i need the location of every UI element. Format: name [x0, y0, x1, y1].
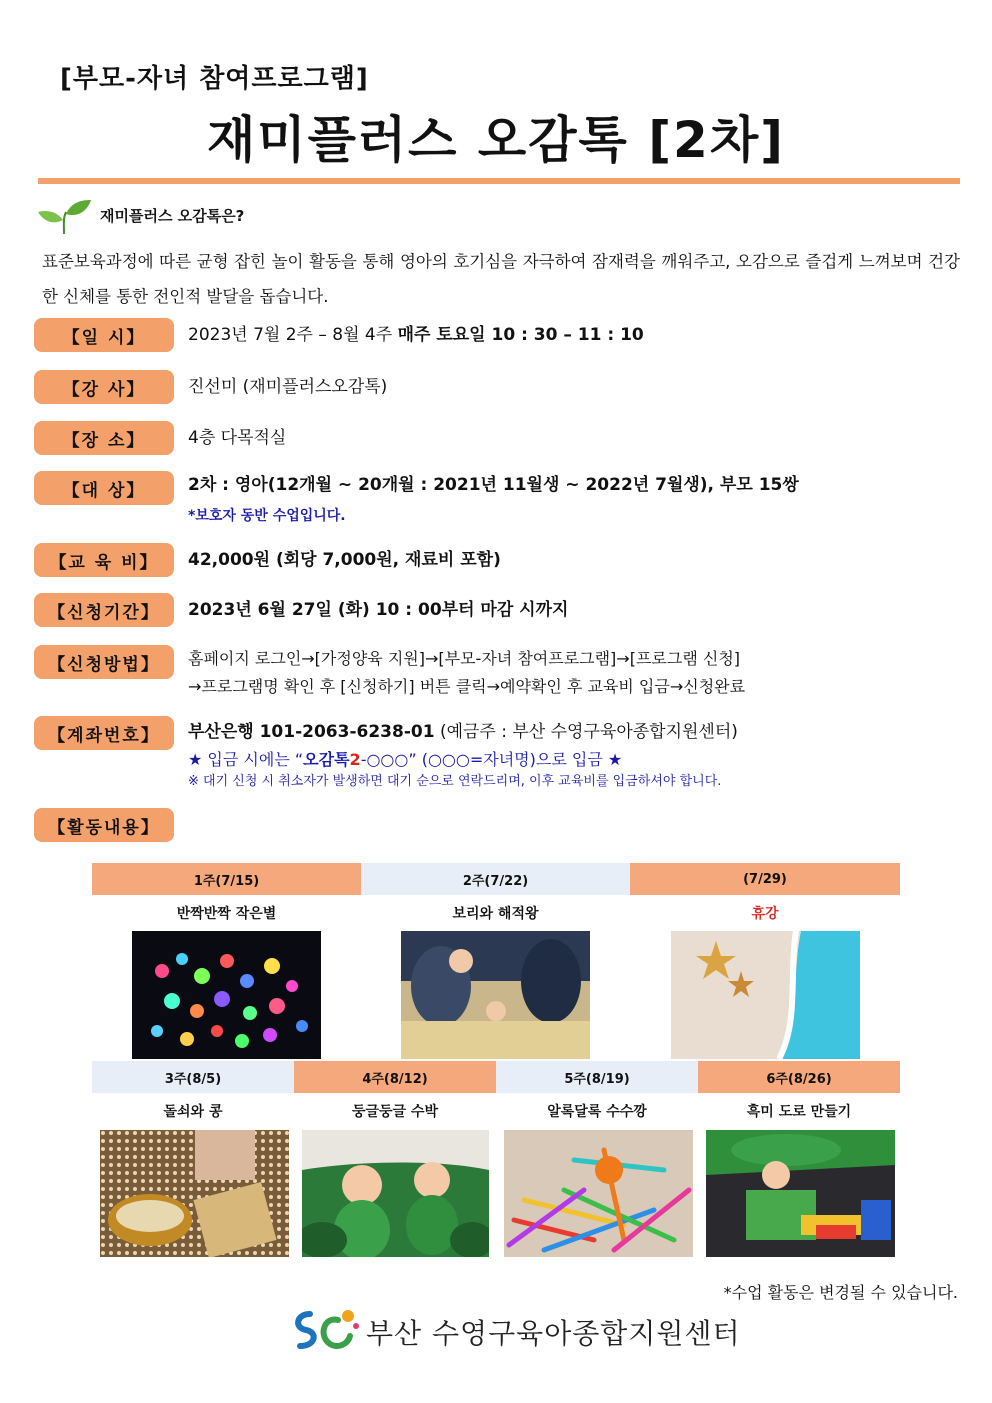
activities-label: 【활동내용】 — [34, 808, 174, 842]
target-label: 【대 상】 — [34, 471, 174, 505]
method-line-1: 홈페이지 로그인→[가정양육 지원]→[부모-자녀 참여프로그램]→[프로그램 신청] — [188, 649, 741, 668]
deposit-instruction — [188, 748, 622, 772]
week-6-header: 6주(8/26) — [698, 1061, 900, 1093]
method-value — [188, 645, 745, 701]
target-value: 2차 : 영아(12개월 ~ 20개월 : 2021년 11월생 ~ 2022년 7월생), 부모 15쌍 — [188, 475, 799, 495]
week-2-title: 보리와 해적왕 — [452, 906, 539, 922]
deposit-code-2: 2 — [349, 750, 361, 769]
beans-basket-photo — [100, 1130, 289, 1257]
intro-description: 표준보육과정에 따른 균형 잡힌 놀이 활동을 통해 영아의 호기심을 자극하여 잠재력을 깨워주고, 오감으로 즐겁게 느껴보며 건강한 신체를 통한 전인적 발달을 돕습니다. — [42, 252, 960, 306]
week-break-title: 휴강 — [751, 906, 779, 922]
week-break-header: (7/29) — [630, 863, 900, 895]
deposit-post: -○○○” (○○○=자녀명)으로 입금 ★ — [360, 750, 623, 769]
week-1-title: 반짝반짝 작은별 — [176, 906, 277, 922]
beach-photo — [671, 931, 860, 1059]
week-4-title: 둥글둥글 수박 — [351, 1104, 439, 1120]
date-range: 2023년 7월 2주 – 8월 4주 — [188, 325, 398, 345]
date-value — [188, 323, 644, 347]
sprout-icon — [36, 198, 92, 236]
fee-label: 【교 육 비】 — [34, 543, 174, 577]
colorful-sticks-photo — [504, 1130, 693, 1257]
organization-logo-icon — [290, 1306, 360, 1352]
account-holder: (예금주 : 부산 수영구육아종합지원센터) — [434, 722, 738, 742]
date-label: 【일 시】 — [34, 318, 174, 352]
waitlist-note: ※ 대기 신청 시 취소자가 발생하면 대기 순으로 연락드리며, 이후 교육비를 입금하셔야 합니다. — [188, 774, 722, 789]
title-divider — [38, 178, 960, 184]
place-label: 【장 소】 — [34, 421, 174, 455]
footer-note: *수업 활동은 변경될 수 있습니다. — [723, 1283, 958, 1302]
instructor-value: 진선미 (재미플러스오감톡) — [188, 377, 388, 397]
deposit-pre: ★ 입금 시에는 “ — [188, 750, 304, 769]
barley-play-photo — [401, 931, 590, 1059]
program-category: [부모-자녀 참여프로그램] — [60, 64, 369, 94]
fee-value: 42,000원 (회당 7,000원, 재료비 포함) — [188, 550, 501, 570]
week-6-title: 흑미 도로 만들기 — [746, 1104, 852, 1120]
method-line-2: →프로그램명 확인 후 [신청하기] 버튼 클릭→예약확인 후 교육비 입금→신청완료 — [188, 677, 746, 696]
week-4-header: 4주(8/12) — [294, 1061, 496, 1093]
account-label: 【계좌번호】 — [34, 716, 174, 750]
week-5-title: 알록달록 수수깡 — [547, 1104, 647, 1120]
deposit-code-1: 오감톡 — [303, 750, 350, 769]
account-value — [188, 720, 738, 744]
week-5-header: 5주(8/19) — [496, 1061, 698, 1093]
instructor-label: 【강 사】 — [34, 370, 174, 404]
organization-name: 부산 수영구육아종합지원센터 — [366, 1317, 741, 1350]
page-title: 재미플러스 오감톡 [2차] — [206, 111, 785, 169]
glowing-stars-photo — [132, 931, 321, 1059]
period-label: 【신청기간】 — [34, 593, 174, 627]
week-2-header: 2주(7/22) — [361, 863, 630, 895]
period-value: 2023년 6월 27일 (화) 10 : 00부터 마감 시까지 — [188, 600, 569, 620]
black-rice-road-photo — [706, 1130, 895, 1257]
week-3-header: 3주(8/5) — [92, 1061, 294, 1093]
account-number: 부산은행 101-2063-6238-01 — [188, 722, 435, 742]
week-3-title: 돌쇠와 콩 — [163, 1104, 223, 1120]
target-note: *보호자 동반 수업입니다. — [188, 508, 346, 524]
week-1-header: 1주(7/15) — [92, 863, 361, 895]
intro-heading: 재미플러스 오감톡은? — [100, 207, 245, 225]
method-label: 【신청방법】 — [34, 645, 174, 679]
place-value: 4층 다목적실 — [188, 428, 287, 448]
watermelon-photo — [302, 1130, 489, 1257]
date-time: 매주 토요일 10 : 30 – 11 : 10 — [397, 325, 644, 345]
